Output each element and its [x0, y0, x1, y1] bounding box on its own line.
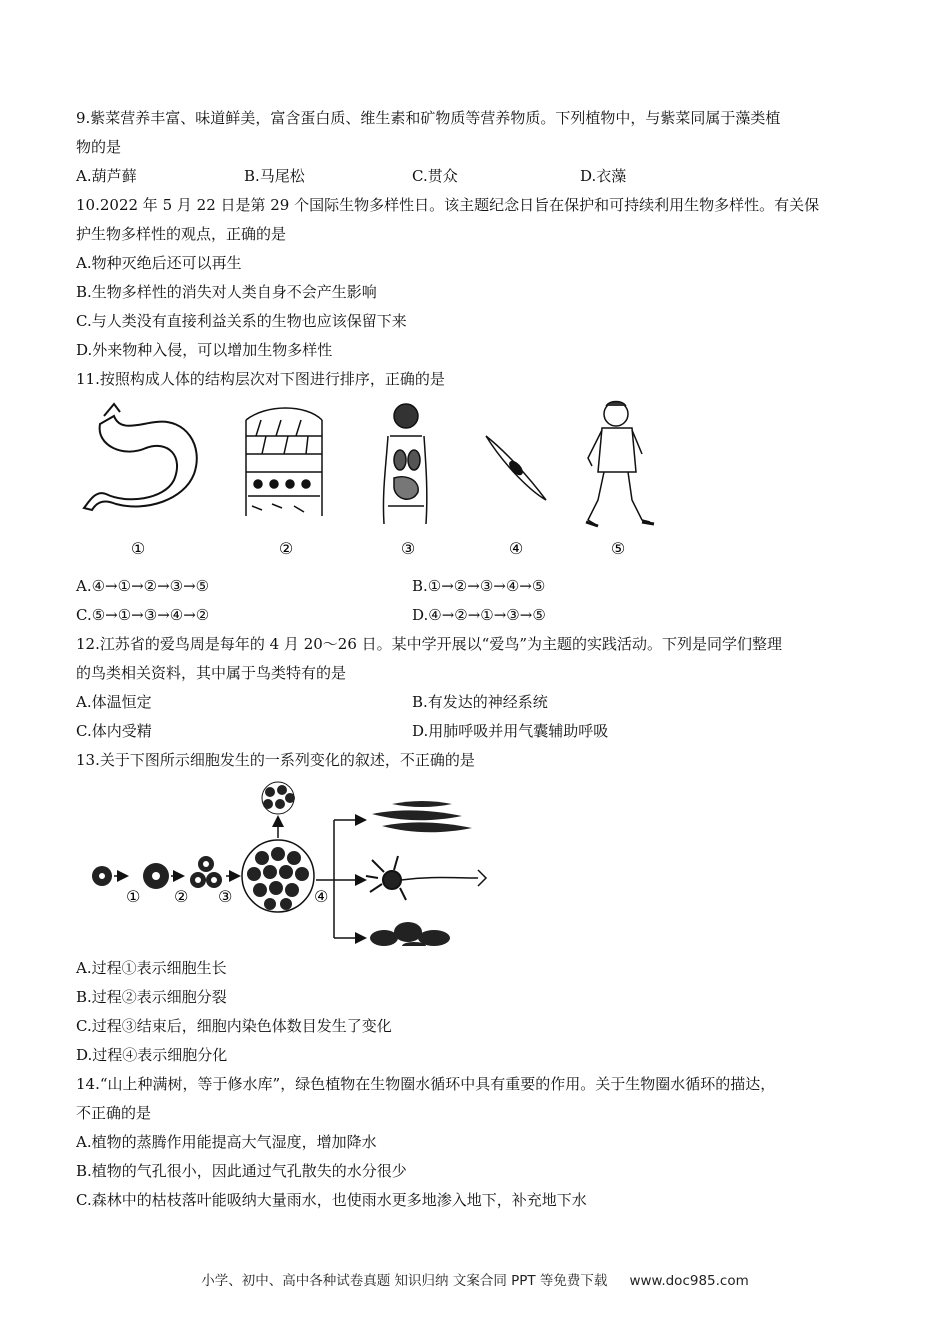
small-cell-cluster [262, 782, 295, 814]
q10-option-b: B.生物多样性的消失对人类自身不会产生影响 [76, 283, 377, 301]
q9-option-b: B.马尾松 [244, 167, 305, 185]
tissue-cells [370, 922, 450, 946]
q12-option-c: C.体内受精 [76, 722, 152, 740]
q13-option-c: C.过程③结束后，细胞内染色体数目发生了变化 [76, 1017, 392, 1035]
fig13-label-2: ② [174, 887, 189, 906]
q12-option-b: B.有发达的神经系统 [412, 693, 548, 711]
cell-illustration [486, 436, 546, 500]
footer-url[interactable]: www.doc985.com [629, 1273, 749, 1289]
q9-option-a: A.葫芦藓 [76, 167, 137, 185]
cell-stage-3 [190, 856, 222, 888]
q11-option-c: C.⑤→①→③→④→② [76, 606, 210, 624]
q14-stem-line1: 14.“山上种满树，等于修水库”，绿色植物在生物圈水循环中具有重要的作用。关于生物圈水循环的描达， [76, 1075, 776, 1093]
q10-option-d: D.外来物种入侵，可以增加生物多样性 [76, 341, 333, 359]
q12-stem-line2: 的鸟类相关资料，其中属于鸟类特有的是 [76, 664, 347, 682]
fig13-label-1: ① [126, 887, 141, 906]
q11-option-a: A.④→①→②→③→⑤ [76, 577, 210, 595]
fig11-label-1: ① [130, 539, 146, 558]
person-illustration [586, 402, 654, 527]
q14-option-b: B.植物的气孔很小，因此通过气孔散失的水分很少 [76, 1162, 407, 1180]
q14-stem-line2: 不正确的是 [76, 1104, 152, 1122]
q13-option-d: D.过程④表示细胞分化 [76, 1046, 228, 1064]
q9-option-d: D.衣藻 [580, 167, 627, 185]
fig11-label-4: ④ [508, 539, 524, 558]
fig13-label-4: ④ [314, 887, 329, 906]
q11-option-b: B.①→②→③→④→⑤ [412, 577, 546, 595]
q13-option-b: B.过程②表示细胞分裂 [76, 988, 227, 1006]
fig11-label-2: ② [278, 539, 294, 558]
neuron-cell [366, 856, 486, 900]
q12-stem-line1: 12.江苏省的爱鸟周是每年的 4 月 20～26 日。某中学开展以“爱鸟”为主题的实践活动。下列是同学们整理 [76, 635, 782, 653]
q10-stem-line1: 10.2022 年 5 月 22 日是第 29 个国际生物多样性日。该主题纪念日旨在保护和可持续利用生物多样性。有关保 [76, 196, 820, 214]
q12-option-a: A.体温恒定 [76, 693, 152, 711]
tissue-illustration [246, 408, 322, 516]
footer-text: 小学、初中、高中各种试卷真题 知识归纳 文案合同 PPT 等免费下载 [201, 1273, 608, 1289]
system-illustration [383, 404, 426, 524]
body-structure-figure [76, 396, 676, 562]
muscle-cells [372, 801, 472, 832]
fig11-label-5: ⑤ [610, 539, 626, 558]
q9-stem-line2: 物的是 [76, 138, 122, 156]
q11-stem: 11.按照构成人体的结构层次对下图进行排序，正确的是 [76, 370, 445, 388]
q9-stem-line1: 9.紫菜营养丰富、味道鲜美，富含蛋白质、维生素和矿物质等营养物质。下列植物中，与紫菜同属于藻类植 [76, 109, 781, 127]
q13-option-a: A.过程①表示细胞生长 [76, 959, 227, 977]
q13-stem: 13.关于下图所示细胞发生的一系列变化的叙述，不正确的是 [76, 751, 475, 769]
q10-option-a: A.物种灭绝后还可以再生 [76, 254, 242, 272]
fig11-label-3: ③ [400, 539, 416, 558]
page-footer [0, 1269, 950, 1289]
q10-option-c: C.与人类没有直接利益关系的生物也应该保留下来 [76, 312, 407, 330]
q11-option-d: D.④→②→①→③→⑤ [412, 606, 546, 624]
q14-option-c: C.森林中的枯枝落叶能吸纳大量雨水，也使雨水更多地渗入地下，补充地下水 [76, 1191, 587, 1209]
q14-option-a: A.植物的蒸腾作用能提高大气湿度，增加降水 [76, 1133, 377, 1151]
q12-option-d: D.用肺呼吸并用气囊辅助呼吸 [412, 722, 609, 740]
cell-cluster [242, 840, 314, 912]
fig13-label-3: ③ [218, 887, 233, 906]
stomach-illustration [84, 404, 197, 510]
q9-option-c: C.贯众 [412, 167, 458, 185]
q10-stem-line2: 护生物多样性的观点，正确的是 [76, 225, 287, 243]
cell-change-figure [82, 780, 502, 946]
